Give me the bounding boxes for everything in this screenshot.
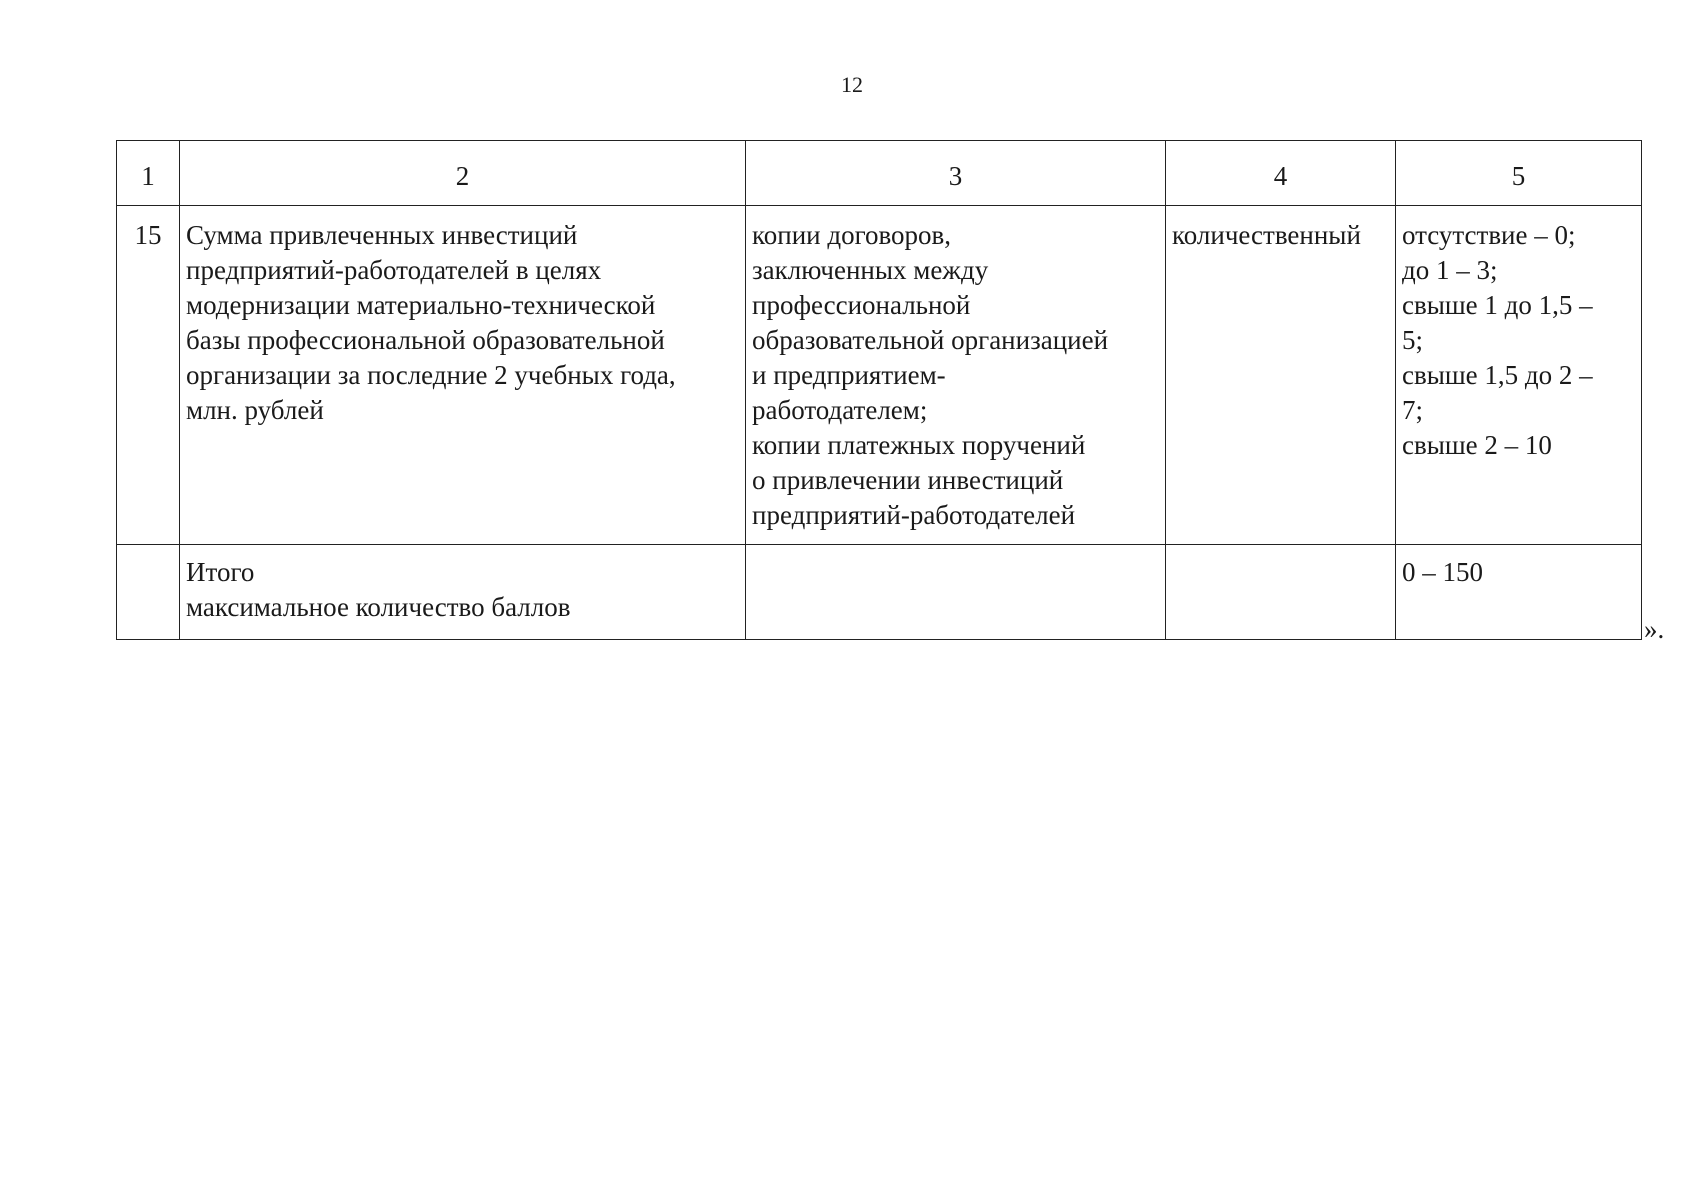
indicator-type: количественный	[1166, 206, 1396, 545]
row-number: 15	[117, 206, 180, 545]
table-header-row	[117, 141, 1642, 206]
total-row	[117, 545, 1642, 640]
confirming-documents: копии договоров, заключенных между профессиональной образовательной организацией и предприятием- работодателем; копии платежных поручений о привлечении инвестиций предприятий-работодателей	[746, 206, 1166, 545]
total-empty-documents	[746, 545, 1166, 640]
header-cell-col-5: 5	[1396, 141, 1642, 206]
header-cell-col-1: 1	[117, 141, 180, 206]
score-scale: отсутствие – 0; до 1 – 3; свыше 1 до 1,5 – 5; свыше 1,5 до 2 – 7; свыше 2 – 10	[1396, 206, 1642, 545]
indicator-name: Сумма привлеченных инвестиций предприятий-работодателей в целях модернизации материально-технической базы профессиональной образовательной организации за последние 2 учебных года, млн. рублей	[180, 206, 746, 545]
criteria-table	[116, 140, 1642, 640]
total-value: 0 – 150	[1396, 545, 1642, 640]
total-empty-type	[1166, 545, 1396, 640]
page-number: 12	[841, 72, 863, 97]
header-cell-col-2: 2	[180, 141, 746, 206]
closing-quote-mark: ».	[1644, 614, 1665, 644]
header-cell-col-4: 4	[1166, 141, 1396, 206]
header-cell-col-3: 3	[746, 141, 1166, 206]
table-row	[117, 206, 1642, 545]
total-label: Итого максимальное количество баллов	[180, 545, 746, 640]
total-empty-num	[117, 545, 180, 640]
